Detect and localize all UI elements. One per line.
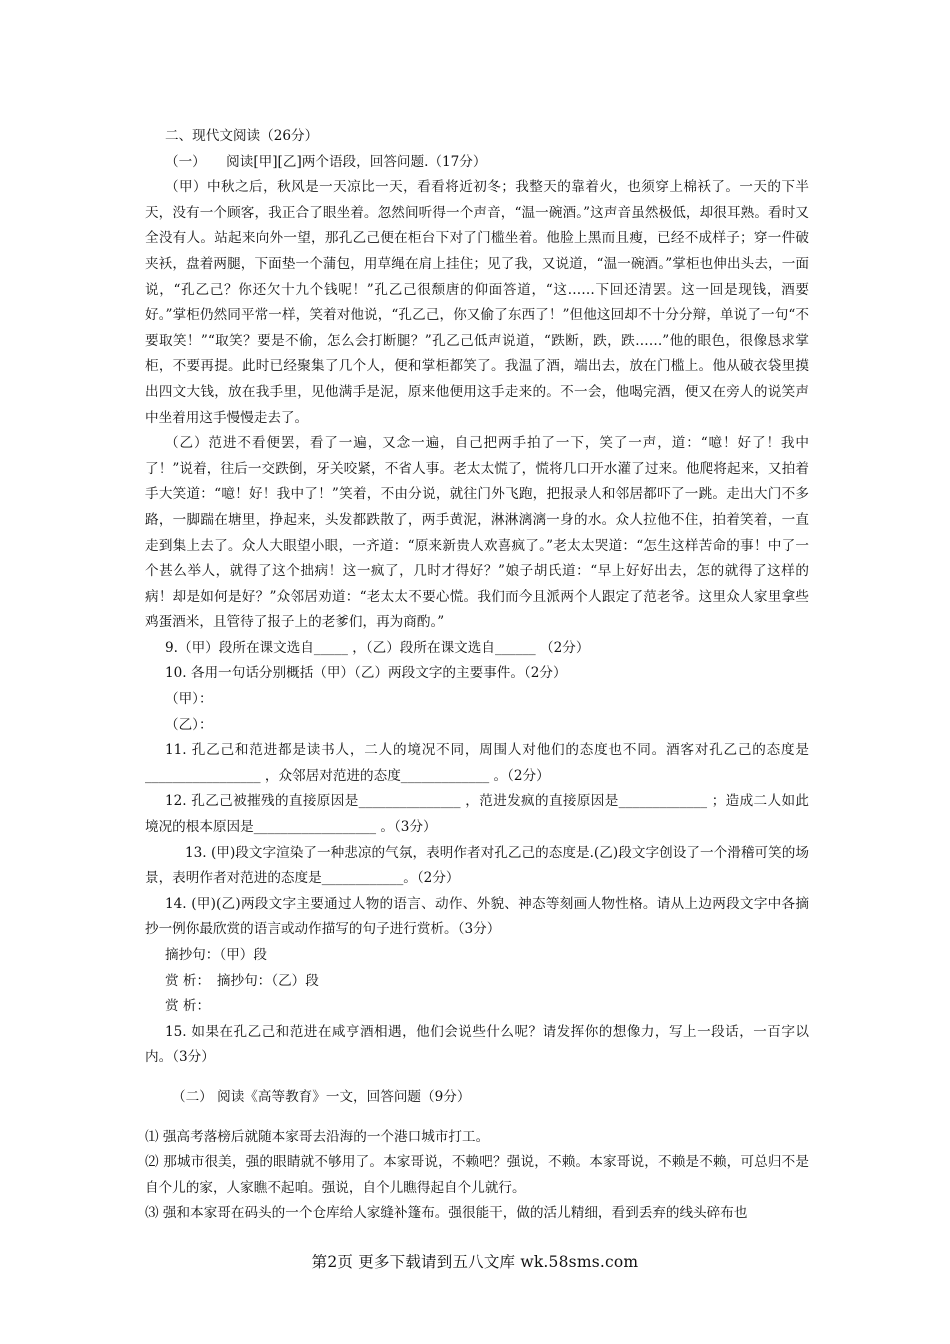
question-9: 9.（甲）段所在课文选自_____ ，（乙）段所在课文选自______ （2分） [165, 639, 590, 656]
spacer [145, 1071, 809, 1085]
spacer [145, 1111, 809, 1125]
page-content [145, 124, 809, 1227]
page-footer: 第2页 更多下载请到五八文库 wk.58sms.com [311, 1253, 639, 1271]
part2-paragraph-3: ⑶ 强和本家哥在码头的一个仓库给人家缝补篷布。强很能干，做的活儿精细，看到丢弃的线头碎布也 [145, 1205, 748, 1222]
passage-yi: （乙）范进不看便罢，看了一遍，又念一遍，自己把两手拍了一下，笑了一声，道：“噫！好了！我中了！”说着，往后一交跌倒，牙关咬紧，不省人事。老太太慌了，慌将几口开水灌了过来。他爬将起来，又拍着手大笑道：“噫！好！我中了！”笑着，不由分说，就往门外飞跑，把报录人和邻居都吓了一跳。走出大门不多路，一脚踹在塘里，挣起来，头发都跌散了，两手黄泥，淋淋漓漓一身的水。众人拉他不住，拍着笑着，一直走到集上去了。众人大眼望小眼，一齐道：“原来新贵人欢喜疯了。”老太太哭道：“怎生这样苦命的事！中了一个甚么举人，就得了这个拙病！这一疯了，几时才得好？”娘子胡氏道：“早上好好出去，怎的就得了这样的病！却是如何是好？”众邻居劝道：“老太太不要心慌。我们而今且派两个人跟定了范老爷。这里众人家里拿些鸡蛋酒米，且管待了报子上的老爹们，再为商酌。” [145, 435, 809, 631]
question-15: 15. 如果在孔乙己和范进在咸亨酒相遇，他们会说些什么呢？请发挥你的想像力，写上一段话，一百字以内。（3分） [145, 1023, 809, 1066]
question-10-yi: （乙）： [165, 716, 213, 733]
section-title: 二、现代文阅读（26分） [165, 128, 319, 144]
question-10-jia: （甲）： [165, 691, 213, 708]
part2-paragraph-2: ⑵ 那城市很美，强的眼睛就不够用了。本家哥说，不赖吧？强说，不赖。本家哥说，不赖是不赖，可总归不是自个儿的家，人家瞧不起咱。强说，自个儿瞧得起自个儿就行。 [145, 1154, 809, 1196]
part1-heading: （一） 阅读[甲][乙]两个语段，回答问题.（17分） [165, 153, 487, 170]
question-14-analysis: 赏 析： [165, 998, 211, 1015]
question-11: 11. 孔乙己和范进都是读书人，二人的境况不同，周围人对他们的态度也不同。酒客对孔乙己的态度是_________________ ，众邻居对范进的态度_____________ 。（2分） [145, 742, 809, 784]
part2-paragraph-1: ⑴ 强高考落榜后就随本家哥去沿海的一个港口城市打工。 [145, 1128, 490, 1145]
question-10: 10. 各用一句话分别概括（甲）（乙）两段文字的主要事件。（2分） [165, 665, 567, 682]
question-14-excerpt-yi: 赏 析： 摘抄句：（乙）段 [165, 972, 319, 989]
question-14: 14. (甲)(乙)两段文字主要通过人物的语言、动作、外貌、神态等刻画人物性格。请从上边两段文字中各摘抄一例你最欣赏的语言或动作描写的句子进行赏析。（3分） [145, 895, 809, 938]
question-13: 13. (甲)段文字渲染了一种悲凉的气氛，表明作者对孔乙己的态度是.(乙)段文字创设了一个滑稽可笑的场景，表明作者对范进的态度是____________。（2分） [145, 844, 809, 887]
part2-heading: （二） 阅读《高等教育》一文，回答问题（9分） [172, 1088, 471, 1105]
question-14-excerpt-jia: 摘抄句：（甲）段 [165, 947, 267, 963]
question-12: 12. 孔乙己被摧残的直接原因是_______________ ，范进发疯的直接原因是_____________ ；造成二人如此境况的根本原因是__________________ 。（3分） [145, 793, 809, 836]
passage-jia: （甲）中秋之后，秋风是一天凉比一天，看看将近初冬；我整天的靠着火，也须穿上棉袄了。一天的下半天，没有一个顾客，我正合了眼坐着。忽然间听得一个声音，“温一碗酒。”这声音虽然极低，却很耳熟。看时又全没有人。站起来向外一望，那孔乙己便在柜台下对了门槛坐着。他脸上黑而且瘦，已经不成样子；穿一件破夹袄，盘着两腿，下面垫一个蒲包，用草绳在肩上挂住；见了我，又说道，“温一碗酒。”掌柜也伸出头去，一面说，“孔乙己？你还欠十九个钱呢！”孔乙己很颓唐的仰面答道，“这……下回还清罢。这一回是现钱，酒要好。”掌柜仍然同平常一样，笑着对他说，“孔乙己，你又偷了东西了！”但他这回却不十分分辩，单说了一句“不要取笑！”“取笑？要是不偷，怎么会打断腿？”孔乙己低声说道，“跌断，跌，跌……”他的眼色，很像恳求掌柜，不要再提。此时已经聚集了几个人，便和掌柜都笑了。我温了酒，端出去，放在门槛上。他从破衣袋里摸出四文大钱，放在我手里，见他满手是泥，原来他便用这手走来的。不一会，他喝完酒，便又在旁人的说笑声中坐着用这手慢慢走去了。 [145, 179, 809, 426]
